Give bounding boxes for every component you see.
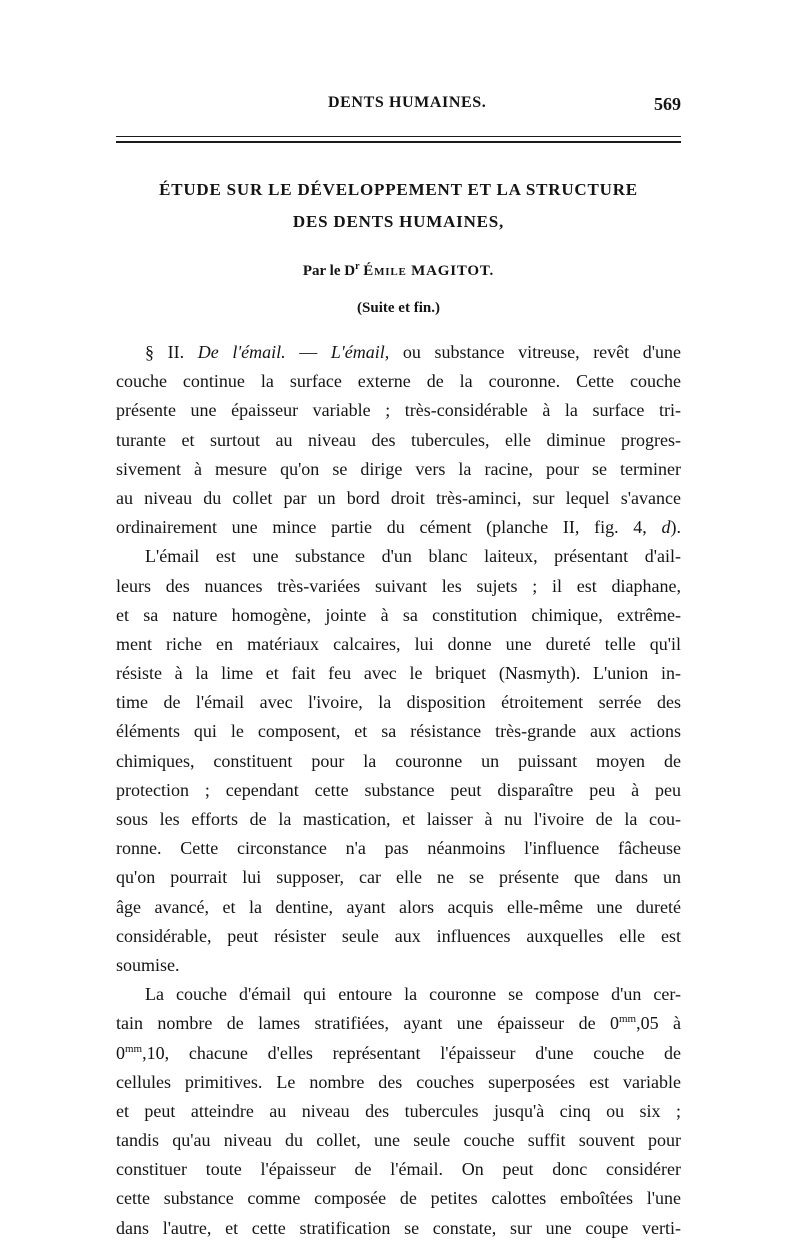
text-line: protection ; cependant cette substance peut disparaître peu à peu	[116, 779, 681, 800]
text-line: et sa nature homogène, jointe à sa constitution chimique, extrême-	[116, 604, 681, 625]
text-line: ment riche en matériaux calcaires, lui donne une dureté telle qu'il	[116, 633, 681, 654]
article-subtitle: (Suite et fin.)	[357, 300, 440, 316]
text-run: ).	[670, 517, 682, 538]
text-run: , fig. 4,	[574, 517, 662, 538]
text-line: ronne. Cette circonstance n'a pas néanmoins l'influence fâcheuse	[116, 838, 681, 859]
dash: —	[285, 342, 331, 362]
text-line: sous les efforts de la mastication, et laisser à nu l'ivoire de la cou-	[116, 809, 681, 829]
header-rule-thick	[116, 141, 681, 143]
text-line	[116, 1009, 681, 1038]
text-line: et peut atteindre au niveau des tubercules jusqu'à cinq ou six ;	[116, 1100, 681, 1121]
text-run: ,05 à	[636, 1013, 681, 1034]
text-run: ordinairement une mince partie du cément (planche	[116, 517, 563, 538]
page-number: 569	[654, 94, 681, 114]
text-line: au niveau du collet par un bord droit très-aminci, sur lequel s'avance	[116, 487, 681, 508]
defined-term: L'émail,	[330, 342, 390, 362]
text-line: couche continue la surface externe de la couronne. Cette couche	[116, 371, 681, 392]
unit-superscript: mm	[125, 1042, 143, 1055]
text-line: turante et surtout au niveau des tubercules, elle diminue progres-	[116, 429, 681, 450]
author-prefix: Par le D	[302, 263, 356, 279]
text-line: éléments qui le composent, et sa résistance très-grande aux actions	[116, 721, 681, 742]
text-run: tain nombre de lames stratifiées, ayant une épaisseur de 0	[116, 1013, 619, 1034]
author-prefix-sup: r	[355, 261, 360, 272]
text-line: La couche d'émail qui entoure la couronne se compose d'un cer-	[145, 984, 681, 1005]
figure-letter: d	[661, 517, 671, 538]
text-line: sivement à mesure qu'on se dirige vers la racine, pour se terminer	[116, 458, 681, 479]
text-line: L'émail est une substance d'un blanc laiteux, présentant d'ail-	[145, 546, 681, 567]
article-title-line-2: DES DENTS HUMAINES,	[292, 212, 505, 231]
article-title-block	[116, 174, 681, 318]
article-title-line-1: ÉTUDE SUR LE DÉVELOPPEMENT ET LA STRUCTURE	[159, 180, 638, 199]
text-line	[116, 338, 681, 367]
running-header	[116, 94, 681, 120]
text-line: constituer toute l'épaisseur de l'émail. On peut donc considérer	[116, 1159, 681, 1180]
text-line: soumise.	[116, 954, 180, 975]
unit-superscript: mm	[618, 1013, 637, 1026]
section-heading: De l'émail.	[197, 342, 286, 362]
body-text	[116, 338, 681, 1243]
text-line: âge avancé, et la dentine, ayant alors acquis elle-même une dureté	[116, 896, 681, 917]
text-run: ou substance vitreuse, revêt d'une	[389, 342, 682, 362]
author-line	[116, 256, 681, 282]
header-rule-thin	[116, 136, 681, 137]
text-run: 0	[116, 1042, 125, 1063]
text-run: ,10, chacune d'elles représentant l'épaisseur d'une couche de	[142, 1042, 681, 1063]
running-title: DENTS HUMAINES.	[328, 94, 487, 111]
text-line	[116, 1039, 681, 1068]
text-line: cette substance comme composée de petites calottes emboîtées l'une	[116, 1188, 681, 1209]
text-line: résiste à la lime et fait feu avec le briquet (Nasmyth). L'union in-	[116, 663, 681, 684]
plate-reference: II	[562, 517, 575, 538]
author-name: Émile MAGITOT.	[363, 263, 495, 279]
text-line: tandis qu'au niveau du collet, une seule couche suffit souvent pour	[116, 1130, 681, 1151]
text-line	[116, 513, 681, 542]
text-line: considérable, peut résister seule aux influences auxquelles elle est	[116, 925, 681, 946]
text-line: dans l'autre, et cette stratification se constate, sur une coupe verti-	[116, 1217, 681, 1238]
text-line: chimiques, constituent pour la couronne un puissant moyen de	[116, 750, 681, 771]
text-line: qu'on pourrait lui supposer, car elle ne se présente que dans un	[116, 867, 681, 888]
text-line: time de l'émail avec l'ivoire, la disposition étroitement serrée des	[116, 692, 681, 713]
text-line: présente une épaisseur variable ; très-considérable à la surface tri-	[116, 400, 681, 421]
text-line: leurs des nuances très-variées suivant les sujets ; il est diaphane,	[116, 575, 681, 596]
section-number: § II.	[145, 342, 185, 362]
text-line: cellules primitives. Le nombre des couches superposées est variable	[116, 1071, 681, 1092]
